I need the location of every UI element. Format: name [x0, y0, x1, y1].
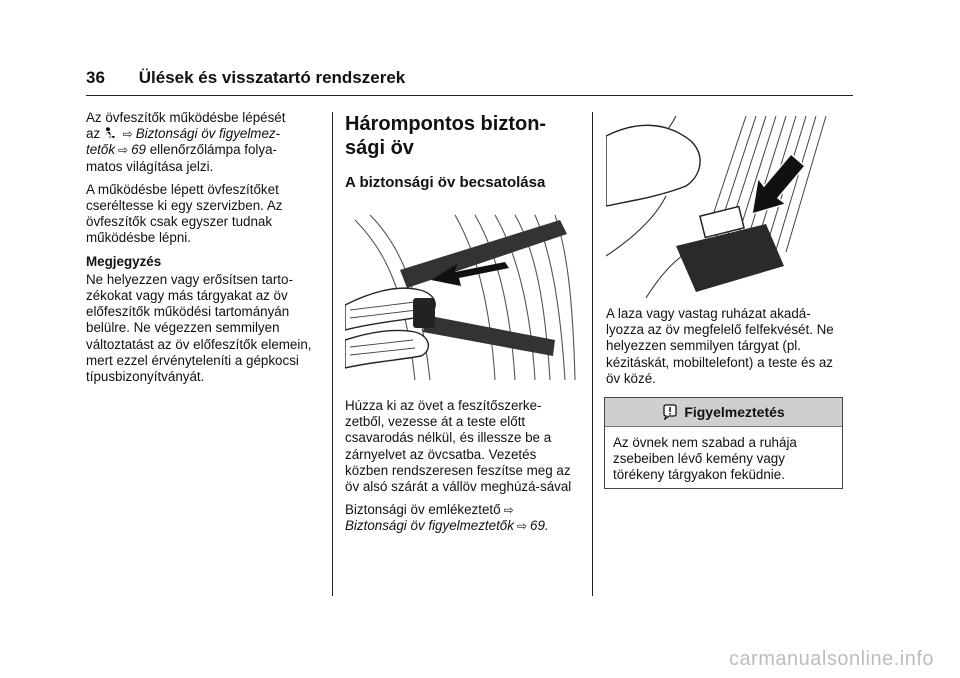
- column-left: [86, 110, 322, 392]
- note-label: Megjegyzés: [86, 253, 162, 269]
- page-reference[interactable]: 69: [131, 142, 146, 158]
- warning-speech-icon: [662, 404, 678, 420]
- buckle-illustration: [606, 116, 843, 298]
- warning-title: Figyelmeztetés: [684, 404, 785, 420]
- reference-arrow-icon: ⇨: [503, 503, 514, 518]
- xref-seatbelt-warning[interactable]: Biztonsági öv figyelmez-: [135, 126, 281, 142]
- column-divider-2: [592, 112, 593, 596]
- fasten-seatbelt-illustration: [345, 210, 578, 390]
- note-text: Ne helyezzen vagy erősítsen tarto-zékokat vagy más tárgyakat az öv előfeszítők működési tartományán belülre. Ne végezzen semmilyen változtatást az öv előfeszítők elemein, mert ezzel érvényteleníti a gépkocsi típusbizonyítványát.: [86, 271, 312, 385]
- warning-box: [604, 397, 843, 489]
- paragraph-reminder: Biztonsági öv emlékeztető ⇨ Biztonsági öv figyelmeztetők ⇨ 69.: [345, 502, 549, 534]
- page-header: [86, 68, 405, 88]
- subsection-heading: A biztonsági öv becsatolása: [345, 174, 546, 191]
- column-middle: [345, 112, 580, 542]
- warning-text: Az övnek nem szabad a ruhája zsebeiben lévő kemény vagy törékeny tárgyakon feküdnie.: [613, 435, 797, 483]
- xref-seatbelt-warnings[interactable]: Biztonsági öv figyelmeztetők: [345, 518, 514, 534]
- page-reference[interactable]: 69.: [530, 518, 549, 534]
- paragraph-replace: A működésbe lépett övfeszítőket cseréltesse ki egy szervizben. Az övfeszítők csak egyszer tudnak működésbe lépni.: [86, 181, 283, 246]
- chapter-title: Ülések és visszatartó rendszerek: [138, 68, 406, 87]
- paragraph-pretensioner: Az övfeszítők működésbe lépését az ⇨ Biztonsági öv figyelmez- tetők ⇨ 69 ellenőrzőlámpa folya- matos világítása jelzi.: [86, 110, 286, 174]
- watermark: carmanualsonline.info: [728, 648, 934, 670]
- reference-arrow-icon: ⇨: [516, 519, 528, 534]
- reference-arrow-icon: ⇨: [118, 143, 129, 158]
- reference-arrow-icon: ⇨: [122, 127, 133, 142]
- column-right: [606, 306, 842, 394]
- column-divider-1: [332, 112, 333, 596]
- page-number: 36: [86, 68, 105, 87]
- paragraph-clothing: A laza vagy vastag ruházat akadá-lyozza az öv megfelelő felfekvését. Ne helyezzen semmilyen tárgyat (pl. kézitáskát, mobiltelefont) a teste és az öv közé.: [606, 306, 834, 386]
- paragraph-fasten: Húzza ki az övet a feszítőszerke-zetből, vezesse át a teste előtt csavarodás nélkül, és illessze be a zárnyelvet az övcsatba. Vezetés közben rendszeresen feszítse meg az öv alsó szárát a vállöv meghúzá-sával: [345, 398, 572, 495]
- seatbelt-warning-icon: [104, 127, 116, 140]
- header-rule: [86, 95, 853, 96]
- warning-header: [605, 398, 842, 427]
- section-heading: Hárompontos bizton- sági öv: [345, 113, 547, 159]
